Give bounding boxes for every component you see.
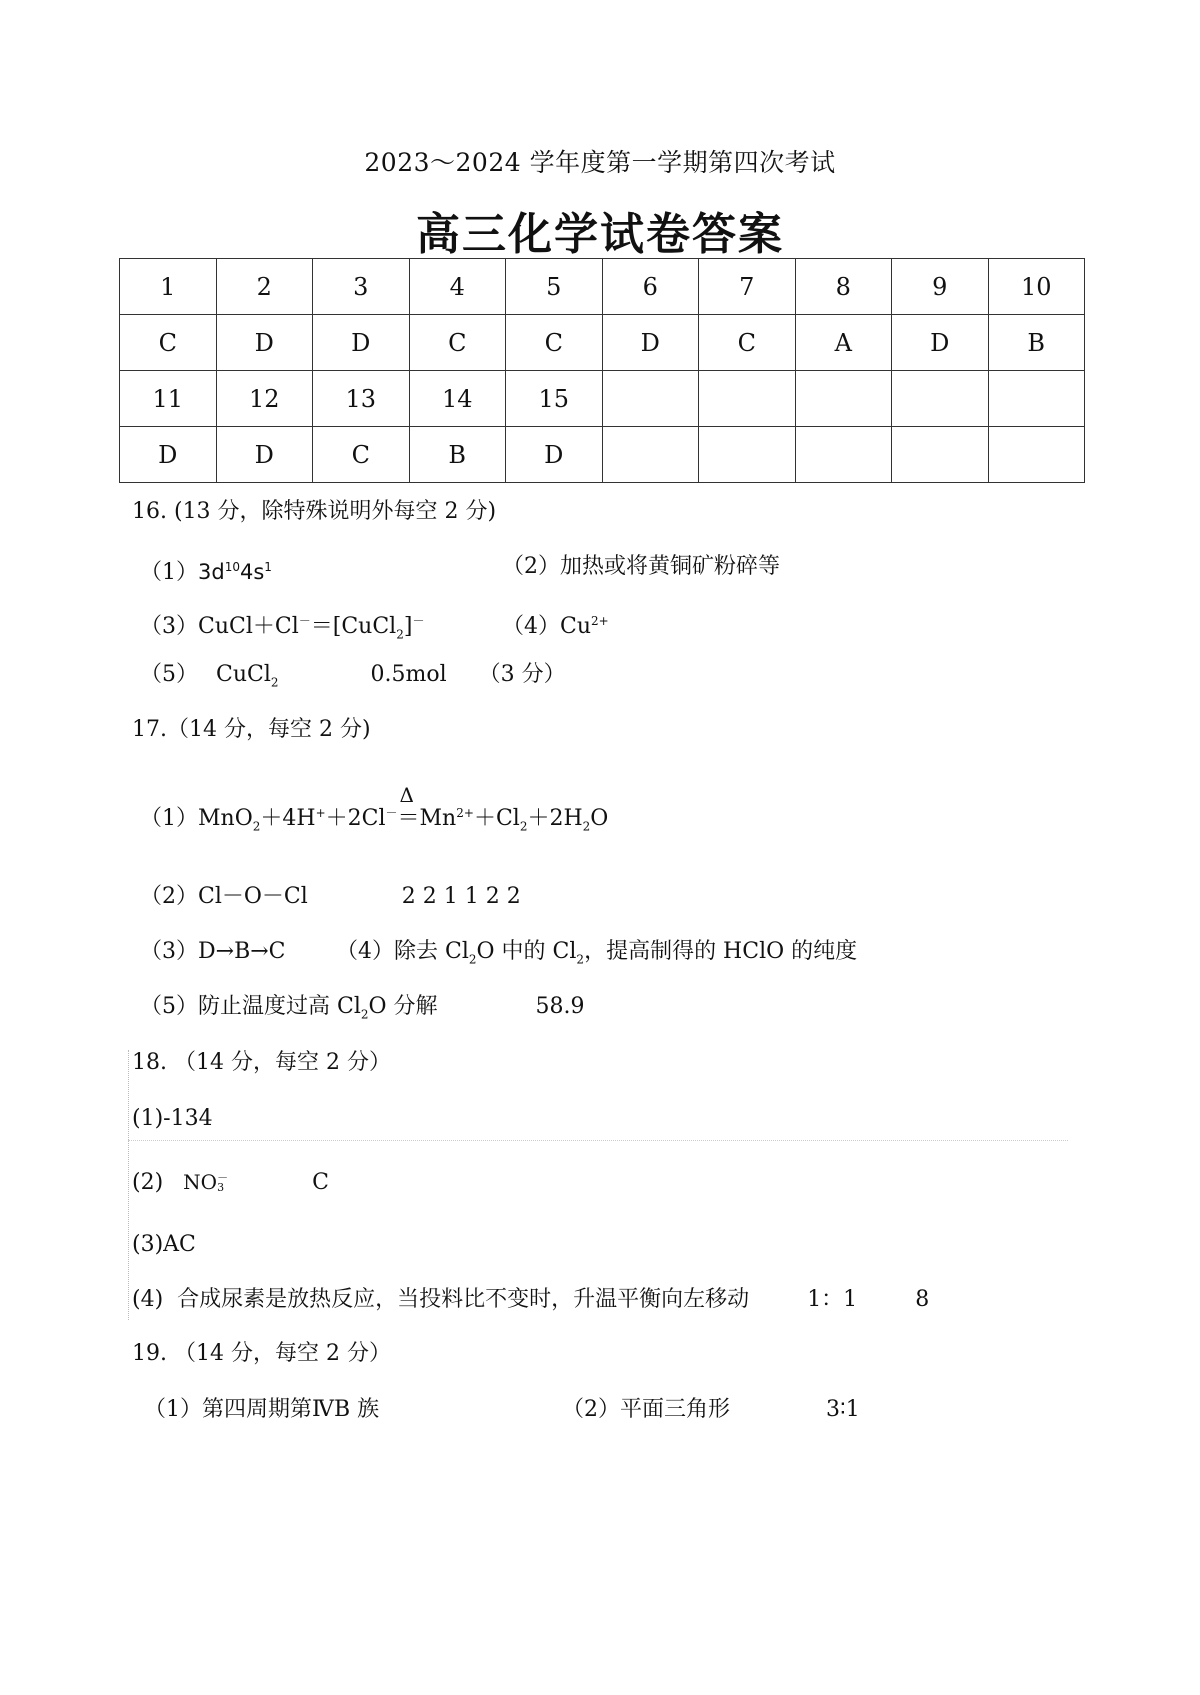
equals-sign: ＝ [397, 806, 420, 832]
empty-cell [602, 427, 699, 483]
answer-cell: B [988, 315, 1085, 371]
question-number-cell: 9 [892, 259, 989, 315]
part-label: （5）防止温度过高 Cl [140, 994, 361, 1019]
superscript: － [298, 614, 311, 628]
question-number-cell: 12 [216, 371, 313, 427]
part-label: （5） [140, 662, 198, 687]
superscript: － [385, 806, 398, 820]
q17-answer-2 [140, 882, 521, 912]
formula-text: MnO [198, 806, 253, 832]
q18-answer-4 [132, 1285, 929, 1315]
q18-heading: 18. （14 分，每空 2 分） [132, 1050, 391, 1075]
part-label: (4) [132, 1287, 164, 1312]
empty-cell [892, 427, 989, 483]
answer-cell: D [216, 427, 313, 483]
superscript: 10 [224, 560, 240, 574]
part-label: （4） [502, 614, 560, 640]
question-number-cell: 13 [313, 371, 410, 427]
question-number-cell: 5 [506, 259, 603, 315]
q17-heading: 17.（14 分，每空 2 分) [132, 717, 371, 742]
formula-text: ＋4H [260, 806, 316, 832]
subscript: 3 [217, 1181, 225, 1194]
part-label: (2) [132, 1170, 164, 1195]
formula-text: Mn [419, 806, 457, 832]
q16-answer-1 [140, 552, 272, 588]
table-row [120, 371, 1085, 427]
empty-cell [795, 371, 892, 427]
coefficients: 2 2 1 1 2 2 [401, 884, 521, 909]
answer-cell: D [120, 427, 217, 483]
formula-text: Cu [560, 614, 592, 640]
question-number-cell: 1 [120, 259, 217, 315]
q17-answer-5 [140, 992, 585, 1029]
answer-text: 合成尿素是放热反应，当投料比不变时，升温平衡向左移动 [177, 1287, 750, 1312]
answer-cell: D [506, 427, 603, 483]
answer-text: O 中的 Cl [476, 939, 577, 964]
formula-text: ＋2H [527, 806, 583, 832]
answer-cell: B [409, 427, 506, 483]
formula-text: O [590, 806, 609, 832]
answer-cell: C [120, 315, 217, 371]
q16-answer-5 [140, 660, 566, 697]
empty-cell [795, 427, 892, 483]
dotted-guide-vertical [128, 1050, 129, 1320]
exam-title: 2023～2024 学年度第一学期第四次考试 [364, 148, 836, 177]
part-label: （4）除去 Cl [336, 939, 469, 964]
superscript: 2+ [591, 614, 609, 628]
part-label: （1） [140, 806, 198, 832]
score-note: （3 分） [478, 662, 566, 687]
electron-config [198, 552, 272, 587]
part-label: （1） [140, 560, 198, 585]
formula-text: NO [183, 1170, 218, 1194]
answer-value: 8 [915, 1287, 930, 1312]
q19-answer-2: （2）平面三角形 [562, 1397, 730, 1422]
q16-answer-3 [140, 606, 424, 650]
superscript: － [412, 614, 425, 628]
ion-charge-stack [217, 1173, 228, 1193]
formula-text: CuCl [216, 662, 271, 687]
question-number-cell: 8 [795, 259, 892, 315]
answer-text: O 分解 [368, 994, 438, 1019]
superscript: － [217, 1171, 229, 1184]
q18-answer-2 [132, 1167, 329, 1198]
answer-cell: C [313, 427, 410, 483]
page-title: 高三化学试卷答案 [416, 209, 784, 260]
empty-cell [892, 371, 989, 427]
answer-cell: D [216, 315, 313, 371]
answer-cell: C [506, 315, 603, 371]
question-number-cell: 6 [602, 259, 699, 315]
answer-value: 58.9 [535, 994, 585, 1019]
formula-text: CuCl＋Cl [198, 614, 299, 640]
empty-cell [988, 371, 1085, 427]
table-row [120, 259, 1085, 315]
q17-answer-4 [336, 937, 857, 974]
superscript: 1 [264, 560, 272, 574]
question-number-cell: 15 [506, 371, 603, 427]
answer-cell: D [892, 315, 989, 371]
subscript: 2 [252, 819, 261, 834]
subscript: 2 [582, 819, 591, 834]
question-number-cell: 14 [409, 371, 506, 427]
answer-cell: C [409, 315, 506, 371]
superscript: 2+ [456, 806, 474, 820]
q18-answer-1: (1)-134 [132, 1106, 213, 1131]
answer-value: 1：1 [807, 1287, 858, 1312]
answer-cell: C [699, 315, 796, 371]
q17-answer-3: （3）D→B→C [140, 939, 286, 964]
empty-cell [602, 371, 699, 427]
subscript: 2 [519, 819, 528, 834]
q16-answer-4 [502, 606, 609, 642]
heating-condition-sign [397, 783, 420, 834]
q19-answer-1: （1）第四周期第ⅣB 族 [144, 1397, 380, 1422]
formula-text: 4s [239, 560, 265, 584]
formula-text: ＋2Cl [325, 806, 386, 832]
table-row [120, 427, 1085, 483]
question-number-cell: 4 [409, 259, 506, 315]
empty-cell [988, 427, 1085, 483]
subscript: 2 [396, 627, 404, 642]
q19-heading: 19. （14 分，每空 2 分） [132, 1341, 391, 1366]
delta-symbol: Δ [399, 783, 414, 808]
multiple-choice-answer-table [119, 258, 1085, 483]
question-number-cell: 7 [699, 259, 796, 315]
subscript: 2 [360, 1007, 369, 1022]
formula-text: ＋Cl [473, 806, 520, 832]
q16-answer-2: （2）加热或将黄铜矿粉碎等 [502, 554, 780, 579]
answer-cell: D [313, 315, 410, 371]
formula-text: 3d [198, 560, 225, 584]
q17-answer-1-equation [140, 783, 609, 842]
empty-cell [699, 371, 796, 427]
question-number-cell: 3 [313, 259, 410, 315]
table-row [120, 315, 1085, 371]
question-number-cell: 11 [120, 371, 217, 427]
formula-text: ＝[CuCl [310, 614, 397, 640]
answer-cell: A [795, 315, 892, 371]
subscript: 2 [270, 675, 279, 690]
dotted-guide-horizontal [128, 1140, 1068, 1141]
q19-answer-2-ratio: 3∶1 [826, 1397, 860, 1422]
answer-value: C [312, 1170, 329, 1195]
answer-cell: D [602, 315, 699, 371]
q18-answer-3: (3)AC [132, 1232, 196, 1257]
superscript: + [315, 806, 326, 820]
q16-heading: 16. (13 分，除特殊说明外每空 2 分) [132, 499, 497, 524]
part-label: （2） [140, 884, 198, 909]
formula-text: ] [403, 614, 413, 640]
answer-value: 0.5mol [370, 662, 447, 687]
structural-formula: Cl－O－Cl [198, 884, 308, 909]
subscript: 2 [468, 952, 477, 967]
part-label: （3） [140, 614, 198, 640]
question-number-cell: 10 [988, 259, 1085, 315]
empty-cell [699, 427, 796, 483]
answer-text: ，提高制得的 HClO 的纯度 [584, 939, 858, 964]
subscript: 2 [576, 952, 585, 967]
question-number-cell: 2 [216, 259, 313, 315]
